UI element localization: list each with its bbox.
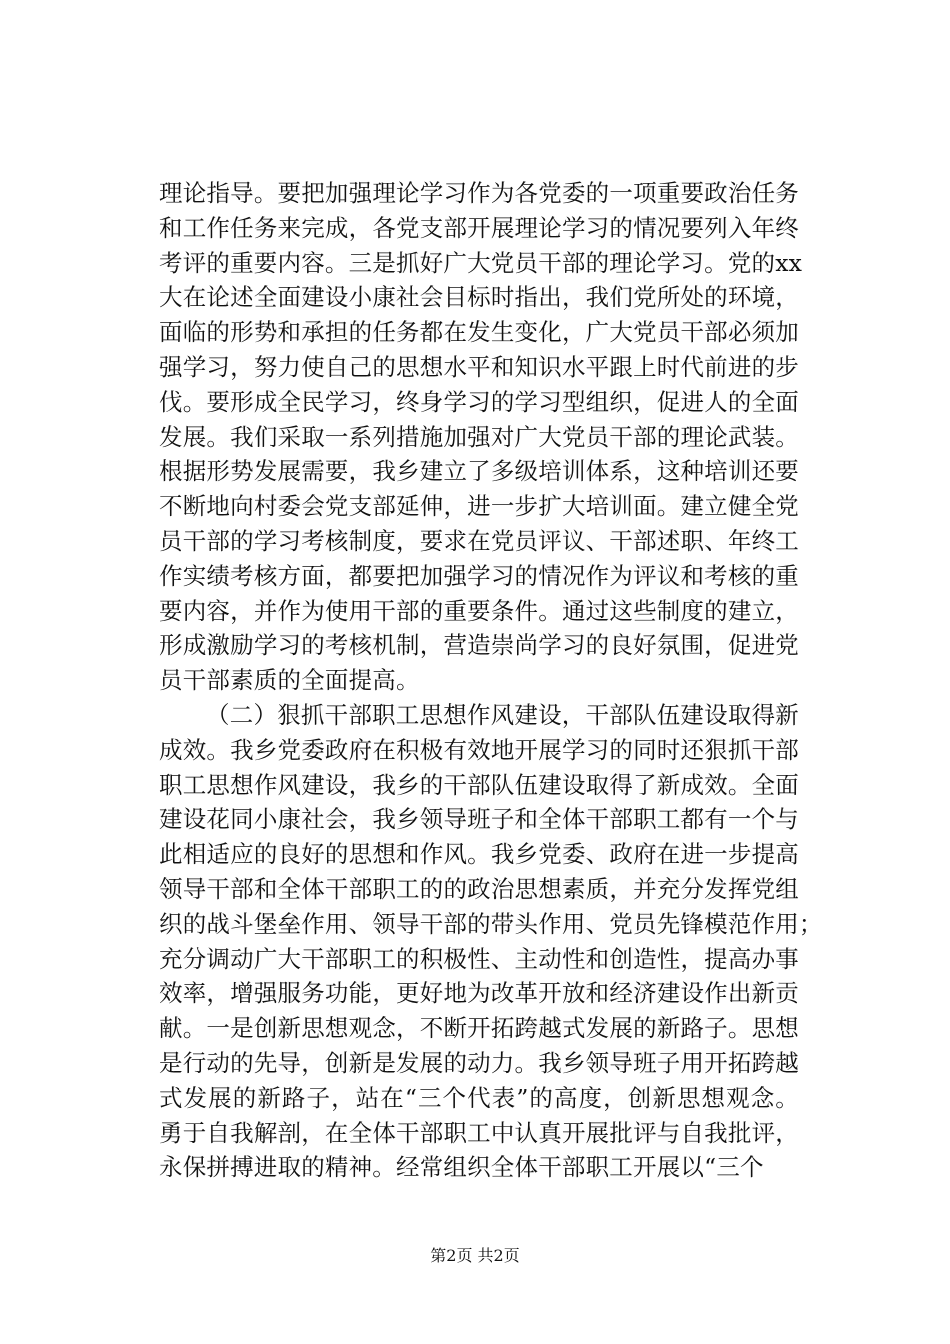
- text-line: 理论指导。要把加强理论学习作为各党委的一项重要政治任务: [159, 179, 799, 207]
- text-line: 充分调动广大干部职工的积极性、主动性和创造性，提高办事: [159, 944, 799, 973]
- text-line: 大在论述全面建设小康社会目标时指出，我们党所处的环境，: [159, 283, 799, 312]
- page-number-label: 第2页 共2页: [430, 1246, 520, 1265]
- text-line: 成效。我乡党委政府在积极有效地开展学习的同时还狠抓干部: [159, 735, 799, 764]
- text-line: 织的战斗堡垒作用、领导干部的带头作用、党员先锋模范作用；: [159, 909, 823, 938]
- text-line: 和工作任务来完成，各党支部开展理论学习的情况要列入年终: [159, 213, 799, 242]
- text-line: 献。一是创新思想观念，不断开拓跨越式发展的新路子。思想: [159, 1014, 799, 1043]
- text-line: 面临的形势和承担的任务都在发生变化，广大党员干部必须加: [159, 318, 799, 347]
- text-line: 形成激励学习的考核机制，营造崇尚学习的良好氛围，促进党: [159, 631, 799, 660]
- body-text: [159, 176, 823, 1185]
- text-line: 领导干部和全体干部职工的的政治思想素质，并充分发挥党组: [159, 874, 799, 903]
- text-line: 职工思想作风建设，我乡的干部队伍建设取得了新成效。全面: [159, 770, 799, 799]
- text-line: 式发展的新路子，站在“三个代表”的高度，创新思想观念。: [159, 1083, 799, 1112]
- text-line: 效率，增强服务功能，更好地为改革开放和经济建设作出新贡: [159, 979, 799, 1008]
- text-line: 考评的重要内容。三是抓好广大党员干部的理论学习。党的xx: [159, 248, 803, 277]
- text-line: 作实绩考核方面，都要把加强学习的情况作为评议和考核的重: [159, 561, 799, 590]
- text-line: 永保拼搏进取的精神。经常组织全体干部职工开展以“三个: [159, 1153, 764, 1182]
- text-line: 此相适应的良好的思想和作风。我乡党委、政府在进一步提高: [159, 840, 799, 869]
- text-line: 员干部素质的全面提高。: [159, 666, 420, 695]
- text-line: 是行动的先导，创新是发展的动力。我乡领导班子用开拓跨越: [159, 1048, 799, 1077]
- text-line: 不断地向村委会党支部延伸，进一步扩大培训面。建立健全党: [159, 492, 799, 521]
- text-line: 建设花同小康社会，我乡领导班子和全体干部职工都有一个与: [159, 805, 799, 834]
- text-line: 伐。要形成全民学习，终身学习的学习型组织，促进人的全面: [159, 387, 799, 416]
- text-line: 强学习，努力使自己的思想水平和知识水平跟上时代前进的步: [159, 352, 799, 381]
- text-line: 要内容，并作为使用干部的重要条件。通过这些制度的建立，: [159, 596, 799, 625]
- section-heading-line: （二）狠抓干部职工思想作风建设，干部队伍建设取得新: [206, 700, 799, 729]
- text-line: 员干部的学习考核制度，要求在党员评议、干部述职、年终工: [159, 526, 799, 555]
- page-footer: [0, 1246, 950, 1266]
- text-line: 勇于自我解剖，在全体干部职工中认真开展批评与自我批评，: [159, 1118, 799, 1147]
- text-line: 根据形势发展需要，我乡建立了多级培训体系，这种培训还要: [159, 457, 799, 486]
- text-line: 发展。我们采取一系列措施加强对广大党员干部的理论武装。: [159, 422, 799, 451]
